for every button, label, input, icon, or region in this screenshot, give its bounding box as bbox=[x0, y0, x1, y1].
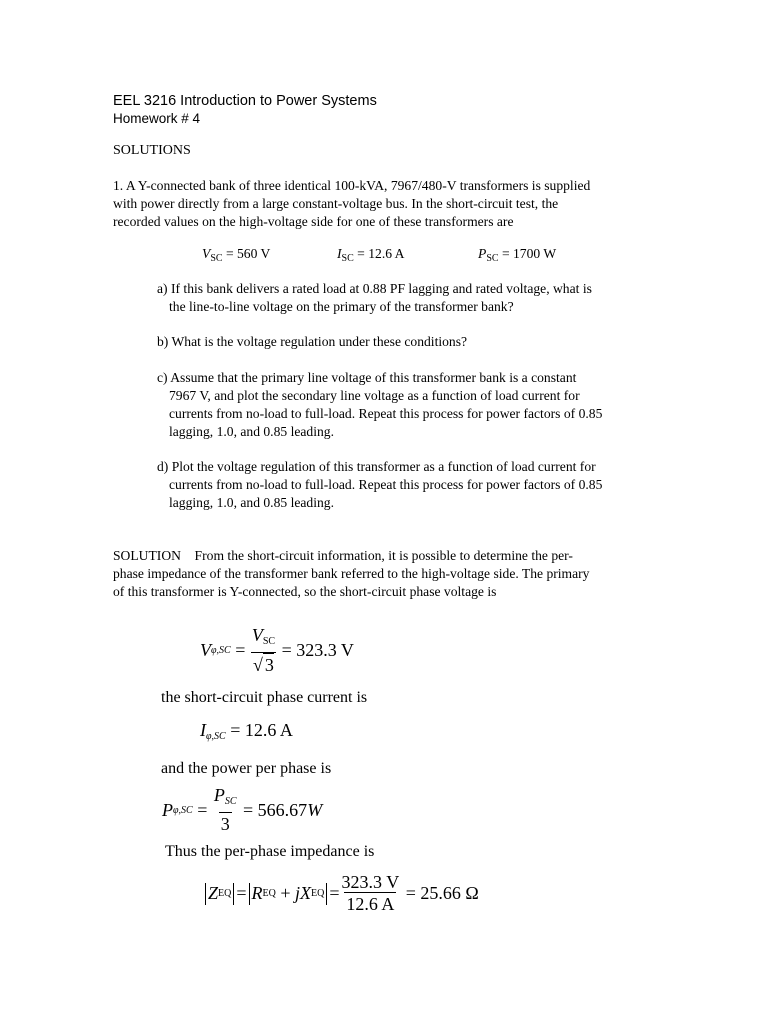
test-value-isc: $I_{SC} = 12.6$ A bbox=[337, 246, 405, 264]
problem-intro-line-3: recorded values on the high-voltage side for one of these transformers are bbox=[113, 214, 514, 229]
part-c-line-4: lagging, 1.0, and 0.85 leading. bbox=[169, 424, 334, 439]
part-d-line-1: d) Plot the voltage regulation of this transformer as a function of load current for bbox=[157, 459, 596, 474]
equation-impedance: Z EQ = R EQ + jX EQ = $\frac{323.3 V}{12.6 A}$ = 25.66 Ω bbox=[203, 872, 479, 915]
test-value-vsc: $V_{SC} = 560$ V bbox=[202, 246, 271, 264]
part-d-line-2: currents from no-load to full-load. Repeat this process for power factors of 0.85 bbox=[169, 477, 603, 492]
part-c-line-1: c) Assume that the primary line voltage of this transformer bank is a constant bbox=[157, 370, 577, 385]
solution-line-2: phase impedance of the transformer bank referred to the high-voltage side. The primary bbox=[113, 566, 590, 581]
fraction-vsc-over-sqrt3: $\frac{V_{SC}}{√ 3}$ bbox=[251, 625, 276, 675]
fraction-psc-over-3: $\frac{P_{SC}}{3}$ bbox=[213, 785, 237, 834]
part-a-line-2: the line-to-line voltage on the primary of the transformer bank? bbox=[169, 299, 514, 314]
text-phase-current: the short-circuit phase current is bbox=[161, 689, 368, 706]
part-c-line-2: 7967 V, and plot the secondary line voltage as a function of load current for bbox=[169, 388, 580, 403]
text-power-per-phase: and the power per phase is bbox=[161, 760, 332, 777]
solution-line-3: of this transformer is Y-connected, so the short-circuit phase voltage is bbox=[113, 584, 497, 599]
part-a-line-1: a) If this bank delivers a rated load at 0.88 PF lagging and rated voltage, what is bbox=[157, 281, 592, 296]
fraction-voltage-over-current: $\frac{323.3 V}{12.6 A}$ bbox=[341, 872, 400, 914]
equation-phase-current: $I_{\varphi,SC} = 12.6$ A bbox=[200, 720, 293, 742]
equation-power-per-phase: P φ,SC = $\frac{P_{SC}}{3}$ = 566.67 W bbox=[162, 785, 323, 834]
equation-phase-voltage: V φ,SC = $\frac{V_{SC}}{√ 3}$ = 323.3 V bbox=[200, 625, 354, 675]
part-b: b) What is the voltage regulation under these conditions? bbox=[157, 334, 468, 349]
equals-sign: = bbox=[230, 640, 250, 660]
test-value-psc: $P_{SC} = 1700$ W bbox=[478, 246, 557, 264]
text-per-phase-impedance: Thus the per-phase impedance is bbox=[165, 843, 375, 860]
problem-intro-line-2: with power directly from a large constant-voltage bus. In the short-circuit test, the bbox=[113, 196, 559, 211]
solutions-heading: SOLUTIONS bbox=[113, 143, 191, 158]
sqrt-icon: √ bbox=[253, 655, 263, 675]
part-d-line-3: lagging, 1.0, and 0.85 leading. bbox=[169, 495, 334, 510]
problem-intro-line-1: 1. A Y-connected bank of three identical 100-kVA, 7967/480-V transformers is supplied bbox=[113, 178, 591, 193]
solution-line-1: SOLUTION From the short-circuit information, it is possible to determine the per- bbox=[113, 548, 573, 563]
homework-number: Homework # 4 bbox=[113, 111, 201, 126]
course-title: EEL 3216 Introduction to Power Systems bbox=[113, 93, 377, 109]
part-c-line-3: currents from no-load to full-load. Repeat this process for power factors of 0.85 bbox=[169, 406, 603, 421]
